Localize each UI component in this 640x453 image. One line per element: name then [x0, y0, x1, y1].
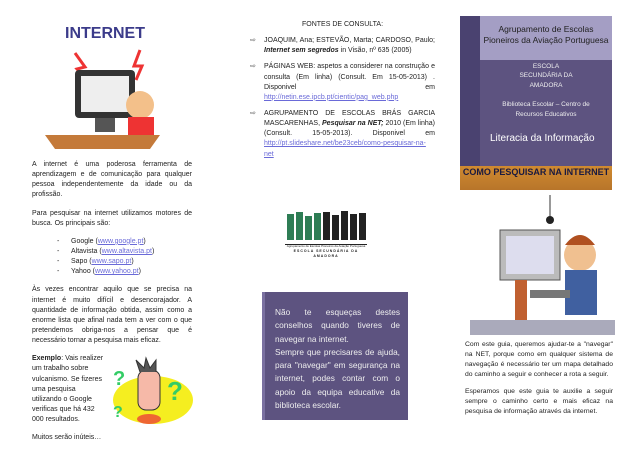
- arrow-icon: ⇨: [250, 63, 256, 71]
- svg-text:?: ?: [113, 404, 123, 421]
- source-text: 2010 (Em linha) (Consult. 15-05-2013). Disponivel em: [264, 120, 435, 138]
- google-link[interactable]: www.google.pt: [97, 237, 144, 245]
- engine-name: Yahoo: [71, 268, 91, 276]
- source-link[interactable]: http://netin.ese.ipcb.pt/cientic/pag_web.php: [264, 93, 399, 101]
- engine-name: Altavista: [71, 247, 98, 255]
- arrow-icon: ⇨: [250, 109, 256, 117]
- search-engines-intro: Para pesquisar na internet utilizamos motores de busca. Os principais são:: [32, 209, 192, 227]
- confused-person-illustration: [105, 355, 195, 430]
- example-paragraph: [32, 354, 104, 425]
- logo-group-text: Agrupamento de Escolas Pioneiros da Aviação Portuguesa: [286, 244, 366, 249]
- engine-name: Google: [71, 237, 94, 245]
- cover-group-name: Agrupamento de Escolas Pioneiros da Aviação Portuguesa: [480, 16, 612, 60]
- source-item: [250, 109, 435, 160]
- logo-school-text: ESCOLA SECUNDÁRIA DA AMADORA: [293, 249, 359, 259]
- engine-name: Sapo: [71, 258, 88, 266]
- difficulty-paragraph: Às vezes encontrar aquilo que se precisa na internet é muito difícil e desencorajador. A quantidade de informação obtida, assim como a enorme lista que afinal nada tem a ver com o que pretendemos obriga-nos a pensar que é necessário tornar a pesquisa mais eficaz.: [32, 286, 192, 345]
- books-logo-icon: [285, 210, 367, 240]
- svg-text:?: ?: [113, 368, 126, 390]
- example-text: : Vais realizer um trabalho sobre vulcanismo. Se fizeres uma pesquisa utilizando o Google verificas que há 432 000 resultados.: [32, 355, 104, 424]
- altavista-link[interactable]: www.altavista.pt: [101, 247, 152, 255]
- frustrated-computer-user-illustration: [40, 45, 170, 150]
- source-text: AGRUPAMENTO DE ESCOLAS BRÁS GARCIA MASCARENHAS,: [264, 109, 435, 128]
- source-text: PÁGINAS WEB: aspetos a considerer na construção e consulta (Em linha) (Consult. Em 15-05-2013) . Disponivel em: [264, 63, 435, 91]
- cover-school: ESCOLA SECUNDÁRIA DA AMADORA: [519, 63, 573, 89]
- school-logo: [285, 210, 367, 259]
- arrow-icon: ⇨: [250, 37, 256, 45]
- guide-hope-paragraph: Esperamos que este guia te auxilie a seguir sempre o caminho certo e mais eficaz na pesquisa de informação através da internet.: [465, 388, 613, 416]
- source-title: Pesquisar na NET;: [322, 120, 384, 128]
- source-link[interactable]: http://pt.slideshare.net/be23ceb/como-pesquisar-na-net: [264, 140, 426, 158]
- list-item: - Altavista (www.altavista.pt): [57, 247, 192, 257]
- cover-school-block: [480, 58, 612, 119]
- source-text: in Visão, nº 635 (2005): [338, 47, 412, 55]
- useless-results-text: Muitos serão inúteis…: [32, 434, 102, 442]
- svg-text:?: ?: [167, 376, 183, 406]
- sources-heading: FONTES DE CONSULTA:: [301, 21, 384, 28]
- cover-library: Biblioteca Escolar – Centro de Recursos Educativos: [502, 101, 590, 118]
- page-title: INTERNET: [65, 25, 145, 42]
- advice-paragraph: Não te esqueças destes conselhos quando tiveres de navegar na internet.: [275, 307, 400, 344]
- list-item: - Google (www.google.pt): [57, 237, 192, 247]
- cover-title: COMO PESQUISAR NA INTERNET: [460, 166, 612, 190]
- source-text: JOAQUIM, Ana; ESTEVÃO, Marta; CARDOSO, Paulo;: [264, 37, 435, 45]
- source-title: Internet sem segredos: [264, 47, 339, 55]
- right-panel-text: [465, 340, 613, 425]
- sources-section: [250, 20, 435, 166]
- list-item: - Sapo (www.sapo.pt): [57, 257, 192, 267]
- example-label: Exemplo: [32, 355, 62, 363]
- intro-paragraph: A internet é uma poderosa ferramenta de aprendizagem e de comunicação para qualquer pessoa independentemente da idade ou da profissão.: [32, 161, 192, 199]
- internet-spider-illustration: [470, 195, 615, 335]
- guide-intro-paragraph: Com este guia, queremos ajudar-te a "navegar" na NET, porque como em qualquer sistema de navegação é necessário ter um mapa detalhado do caminho a seguir e conhecer a rota a seguir.: [465, 341, 613, 378]
- advice-paragraph: Sempre que precisares de ajuda, para "navegar" em segurança na internet, podes contar com o apoio da equipa educative da biblioteca escolar.: [275, 346, 400, 410]
- list-item: - Yahoo (www.yahoo.pt): [57, 267, 192, 277]
- source-item: [250, 62, 435, 103]
- cover-literacy: Literacia da Informação: [490, 133, 595, 144]
- search-engine-list: [32, 237, 192, 278]
- advice-box: [262, 292, 408, 420]
- sapo-link[interactable]: www.sapo.pt: [91, 258, 132, 266]
- source-item: [250, 36, 435, 56]
- yahoo-link[interactable]: www.yahoo.pt: [95, 268, 139, 276]
- cover-strip: [460, 16, 480, 166]
